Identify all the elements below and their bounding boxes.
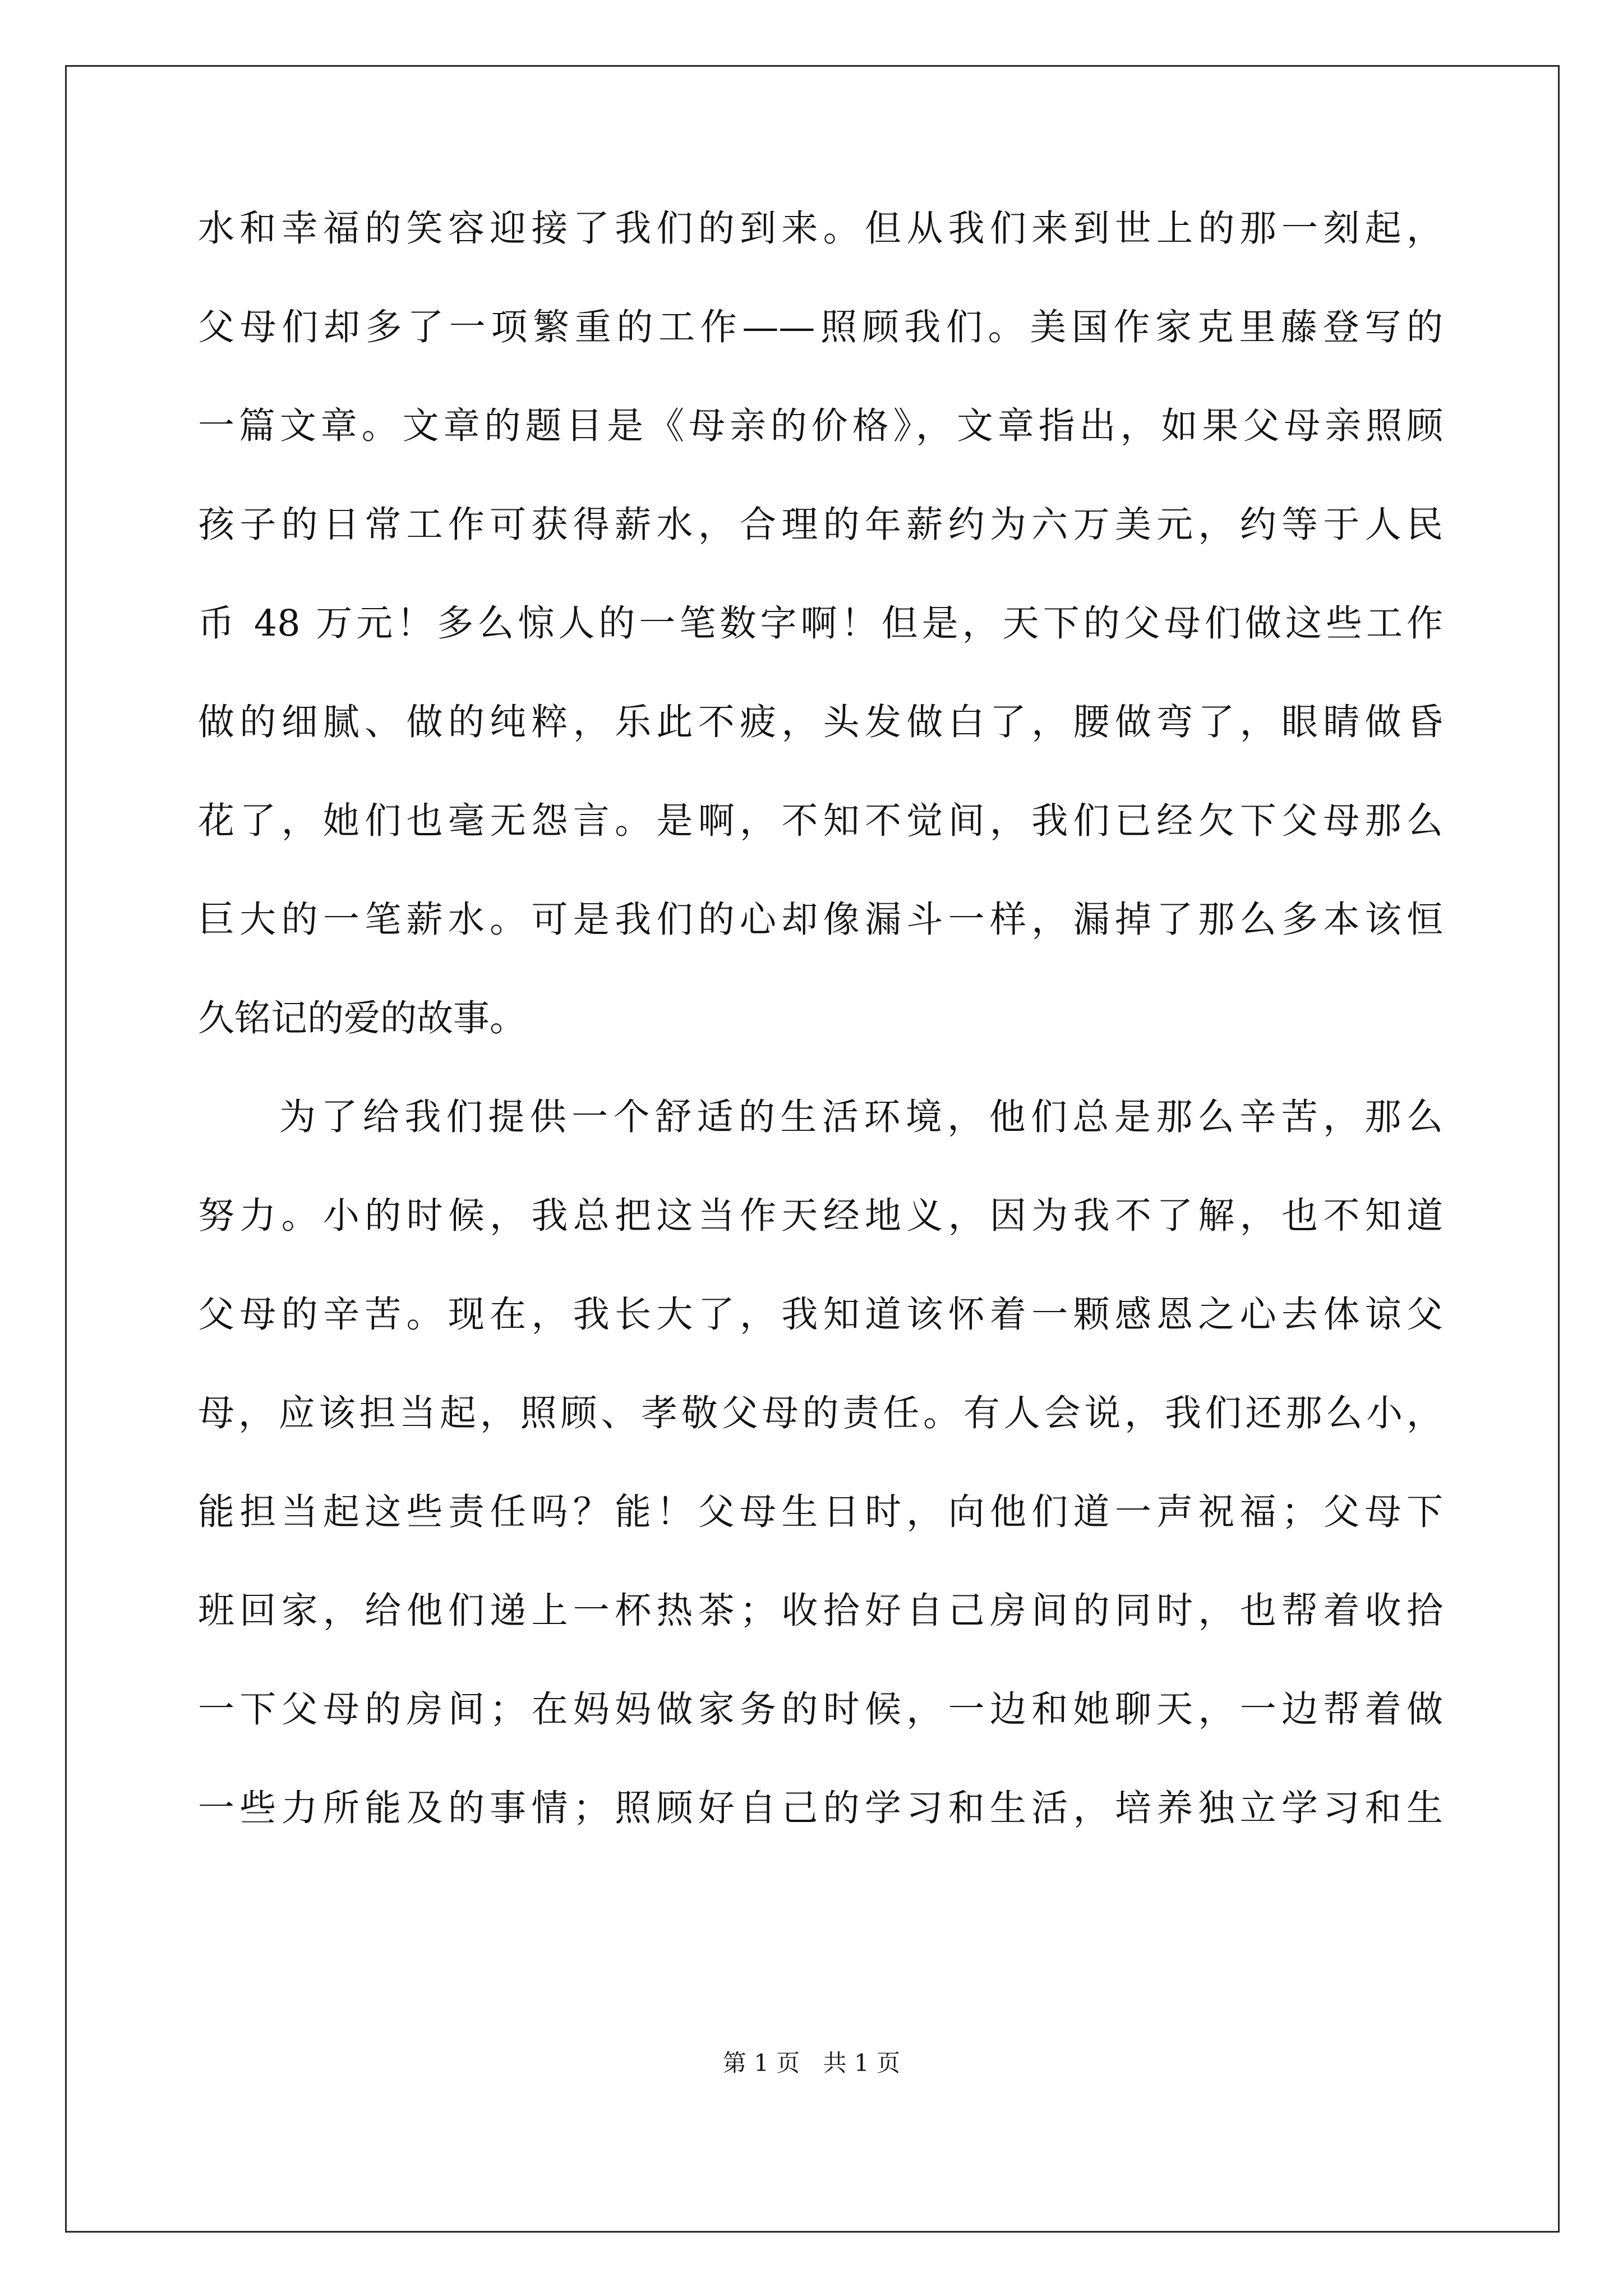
text-line: 孩子的日常工作可获得薪水，合理的年薪约为六万美元，约等于人民 <box>198 504 1443 546</box>
text-line: 班回家，给他们递上一杯热茶；收拾好自己房间的同时，也帮着收拾 <box>198 1590 1443 1632</box>
text-line: 巨大的一笔薪水。可是我们的心却像漏斗一样，漏掉了那么多本该恒 <box>198 899 1443 941</box>
text-line: 努力。小的时候，我总把这当作天经地义，因为我不了解，也不知道 <box>198 1195 1443 1237</box>
text-line: 水和幸福的笑容迎接了我们的到来。但从我们来到世上的那一刻起， <box>198 208 1443 250</box>
text-line: 为了给我们提供一个舒适的生活环境，他们总是那么辛苦，那么 <box>279 1096 1443 1138</box>
text-line: 做的细腻、做的纯粹，乐此不疲，头发做白了，腰做弯了，眼睛做昏 <box>198 701 1443 743</box>
text-line: 父母们却多了一项繁重的工作——照顾我们。美国作家克里藤登写的 <box>198 306 1443 348</box>
text-line: 母，应该担当起，照顾、孝敬父母的责任。有人会说，我们还那么小， <box>198 1392 1443 1434</box>
text-line: 一下父母的房间；在妈妈做家务的时候，一边和她聊天，一边帮着做 <box>198 1688 1443 1731</box>
text-line: 一些力所能及的事情；照顾好自己的学习和生活，培养独立学习和生 <box>198 1787 1443 1829</box>
page-footer <box>0 2045 1623 2078</box>
text-line: 币 48 万元！多么惊人的一笔数字啊！但是，天下的父母们做这些工作 <box>198 602 1443 645</box>
text-line: 久铭记的爱的故事。 <box>198 997 527 1039</box>
page-total: 共 1 页 <box>823 2049 901 2077</box>
document-body <box>198 206 1443 1885</box>
text-line: 父母的辛苦。现在，我长大了，我知道该怀着一颗感恩之心去体谅父 <box>198 1294 1443 1336</box>
text-line: 花了，她们也毫无怨言。是啊，不知不觉间，我们已经欠下父母那么 <box>198 800 1443 842</box>
text-line: 能担当起这些责任吗？能！父母生日时，向他们道一声祝福；父母下 <box>198 1491 1443 1533</box>
text-line: 一篇文章。文章的题目是《母亲的价格》，文章指出，如果父母亲照顾 <box>198 405 1443 447</box>
page-number: 第 1 页 <box>722 2049 800 2077</box>
